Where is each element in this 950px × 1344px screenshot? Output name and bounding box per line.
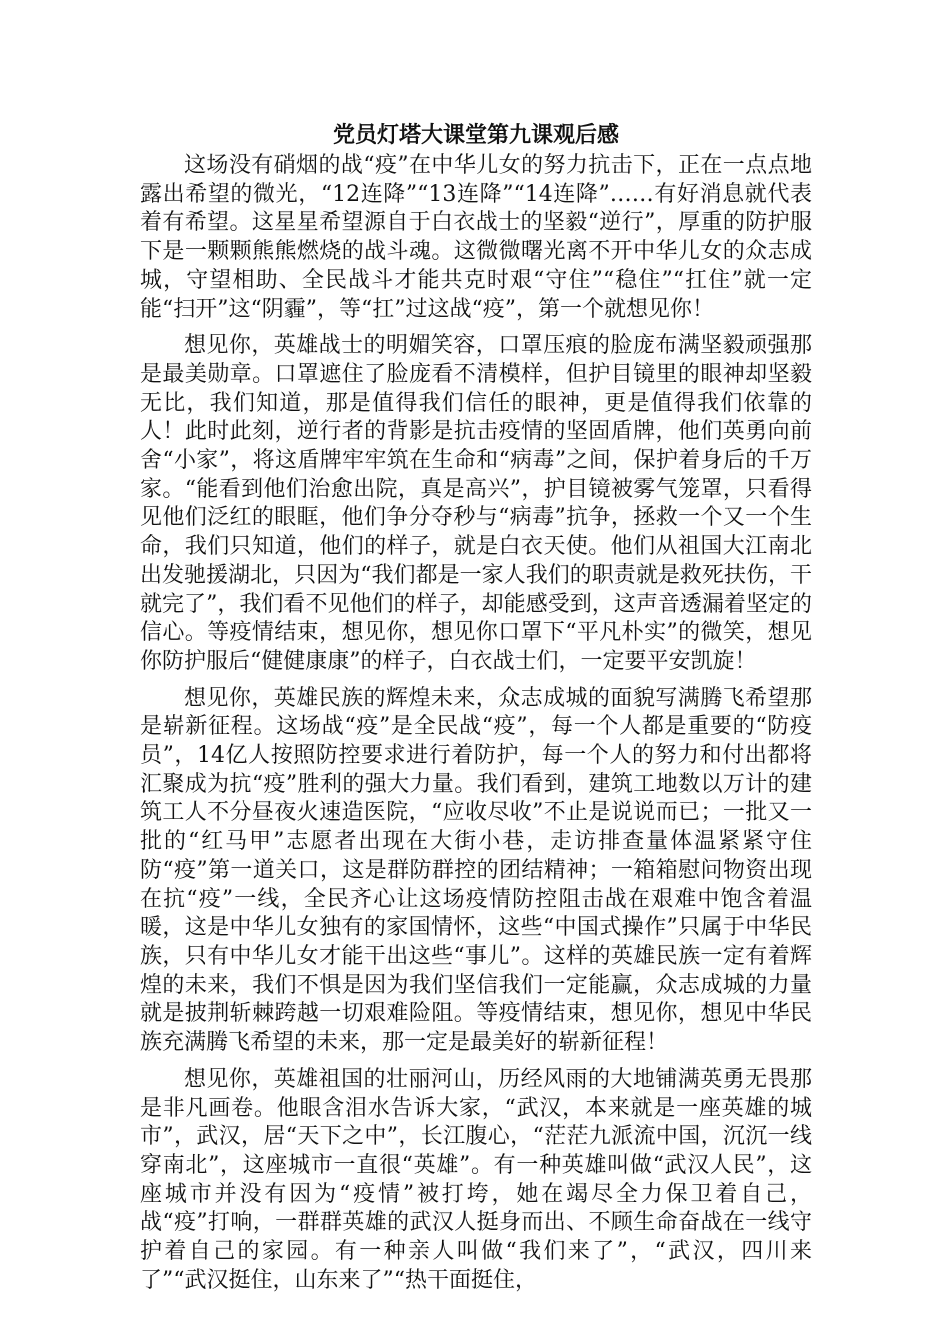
paragraph-2: 想见你，英雄战士的明媚笑容，口罩压痕的脸庞布满坚毅顽强那是最美勋章。口罩遮住了脸庞看不清模样，但护目镜里的眼神却坚毅无比，我们知道，那是值得我们信任的眼神，更是值得我们依靠的人！此时此刻，逆行者的背影是抗击疫情的坚固盾牌，他们英勇向前舍“小家”，将这盾牌牢牢筑在生命和“病毒”之间，保护着身后的千万家。“能看到他们治愈出院，真是高兴”，护目镜被雾气笼罩，只看得见他们泛红的眼眶，他们争分夺秒与“病毒”抗争，拯救一个又一个生命，我们只知道，他们的样子，就是白衣天使。他们从祖国大江南北出发驰援湖北，只因为“我们都是一家人我们的职责就是救死扶伤，干就完了”，我们看不见他们的样子，却能感受到，这声音透漏着坚定的信心。等疫情结束，想见你，想见你口罩下“平凡朴实”的微笑，想见你防护服后“健健康康”的样子，白衣战士们，一定要平安凯旋！: [140, 333, 812, 674]
paragraph-4: 想见你，英雄祖国的壮丽河山，历经风雨的大地铺满英勇无畏那是非凡画卷。他眼含泪水告诉大家，“武汉，本来就是一座英雄的城市”，武汉，居“天下之中”，长江腹心，“茫茫九派流中国，沉沉一线穿南北”，这座城市一直很“英雄”。有一种英雄叫做“武汉人民”，这座城市并没有因为“疫情”被打垮，她在竭尽全力保卫着自己，战“疫”打响，一群群英雄的武汉人挺身而出、不顾生命奋战在一线守护着自己的家园。有一种亲人叫做“我们来了”，“武汉，四川来了”“武汉挺住，山东来了”“热干面挺住，: [140, 1066, 812, 1293]
paragraph-3: 想见你，英雄民族的辉煌未来，众志成城的面貌写满腾飞希望那是崭新征程。这场战“疫”是全民战“疫”，每一个人都是重要的“防疫员”，14亿人按照防控要求进行着防护，每一个人的努力和付出都将汇聚成为抗“疫”胜利的强大力量。我们看到，建筑工地数以万计的建筑工人不分昼夜火速造医院，“应收尽收”不止是说说而已；一批又一批的“红马甲”志愿者出现在大街小巷，走访排查量体温紧紧守住防“疫”第一道关口，这是群防群控的团结精神；一箱箱慰问物资出现在抗“疫”一线，全民齐心让这场疫情防控阻击战在艰难中饱含着温暖，这是中华儿女独有的家国情怀，这些“中国式操作”只属于中华民族，只有中华儿女才能干出这些“事儿”。这样的英雄民族一定有着辉煌的未来，我们不惧是因为我们坚信我们一定能赢，众志成城的力量就是披荆斩棘跨越一切艰难险阻。等疫情结束，想见你，想见中华民族充满腾飞希望的未来，那一定是最美好的崭新征程！: [140, 685, 812, 1056]
document-body: [140, 120, 812, 1303]
paragraph-1: 这场没有硝烟的战“疫”在中华儿女的努力抗击下，正在一点点地露出希望的微光，“12连降”“13连降”“14连降”……有好消息就代表着有希望。这星星希望源自于白衣战士的坚毅“逆行”，厚重的防护服下是一颗颗熊熊燃烧的战斗魂。这微微曙光离不开中华儿女的众志成城，守望相助、全民战斗才能共克时艰“守住”“稳住”“扛住”就一定能“扫开”这“阴霾”，等“扛”过这战“疫”，第一个就想见你！: [140, 153, 812, 322]
document-title: 党员灯塔大课堂第九课观后感: [332, 122, 619, 148]
